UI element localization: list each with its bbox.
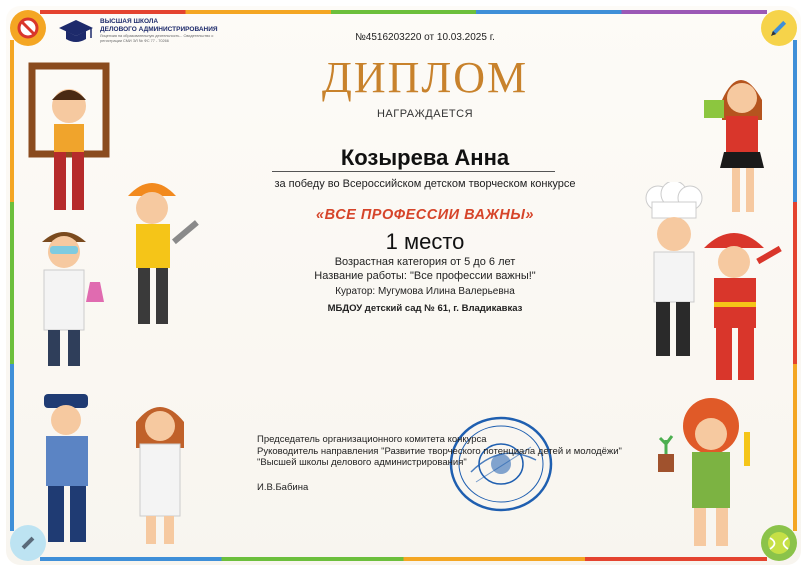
work-title: Название работы: "Все профессии важны!": [314, 270, 536, 282]
diploma-title: ДИПЛОМ: [321, 53, 529, 102]
decorative-border-bottom: [40, 557, 767, 561]
place-text: 1 место: [385, 229, 465, 254]
decorative-border-left: [10, 40, 14, 531]
contest-name: «ВСЕ ПРОФЕССИИ ВАЖНЫ»: [316, 207, 534, 223]
diploma-number: №4516203220 от 10.03.2025 г.: [355, 32, 495, 43]
logo-title-line1: ВЫСШАЯ ШКОЛА: [100, 18, 159, 25]
signature-line1: Председатель организационного комитета конкурса: [257, 434, 487, 445]
logo-subtitle: Лицензия на образовательную деятельность... Свидетельство о регистрации СМИ ЭЛ № ФС 77 - 70266: [100, 34, 214, 43]
signature-line3: "Высшей школы делового администрирования": [257, 457, 467, 468]
signature-line2: Руководитель направления "Развитие творческого потенциала детей и молодёжи": [257, 445, 622, 457]
awarded-label: НАГРАЖДАЕТСЯ: [376, 108, 474, 120]
graduation-cap-icon: [58, 18, 94, 46]
curator: Куратор: Мугумова Илина Валерьевна: [335, 286, 515, 297]
name-underline: [272, 171, 555, 172]
pencil-icon: [761, 10, 797, 46]
school-logo: [58, 18, 230, 46]
scientist-boy-illustration: [28, 222, 108, 372]
decorative-border-right: [793, 40, 797, 531]
signature-block: [257, 434, 657, 469]
no-sign-icon: [10, 10, 46, 46]
recipient-name: Козырева Анна: [340, 145, 510, 170]
doctor-girl-illustration: [124, 392, 204, 552]
firefighter-illustration: [694, 222, 786, 387]
builder-boy-illustration: [118, 172, 208, 332]
age-category: Возрастная категория от 5 до 6 лет: [334, 256, 516, 268]
boy-with-frame-illustration: [28, 62, 113, 222]
tennis-ball-icon: [761, 525, 797, 561]
organization: МБДОУ детский сад № 61, г. Владикавказ: [327, 303, 523, 314]
gardener-girl-illustration: [656, 392, 766, 552]
decorative-border-top: [40, 10, 767, 14]
victory-text: за победу во Всероссийском детском творческом конкурсе: [274, 178, 576, 190]
logo-title-line2: ДЕЛОВОГО АДМИНИСТРИРОВАНИЯ: [100, 26, 218, 33]
signer-name: И.В.Бабина: [257, 482, 309, 493]
police-boy-illustration: [32, 388, 112, 548]
